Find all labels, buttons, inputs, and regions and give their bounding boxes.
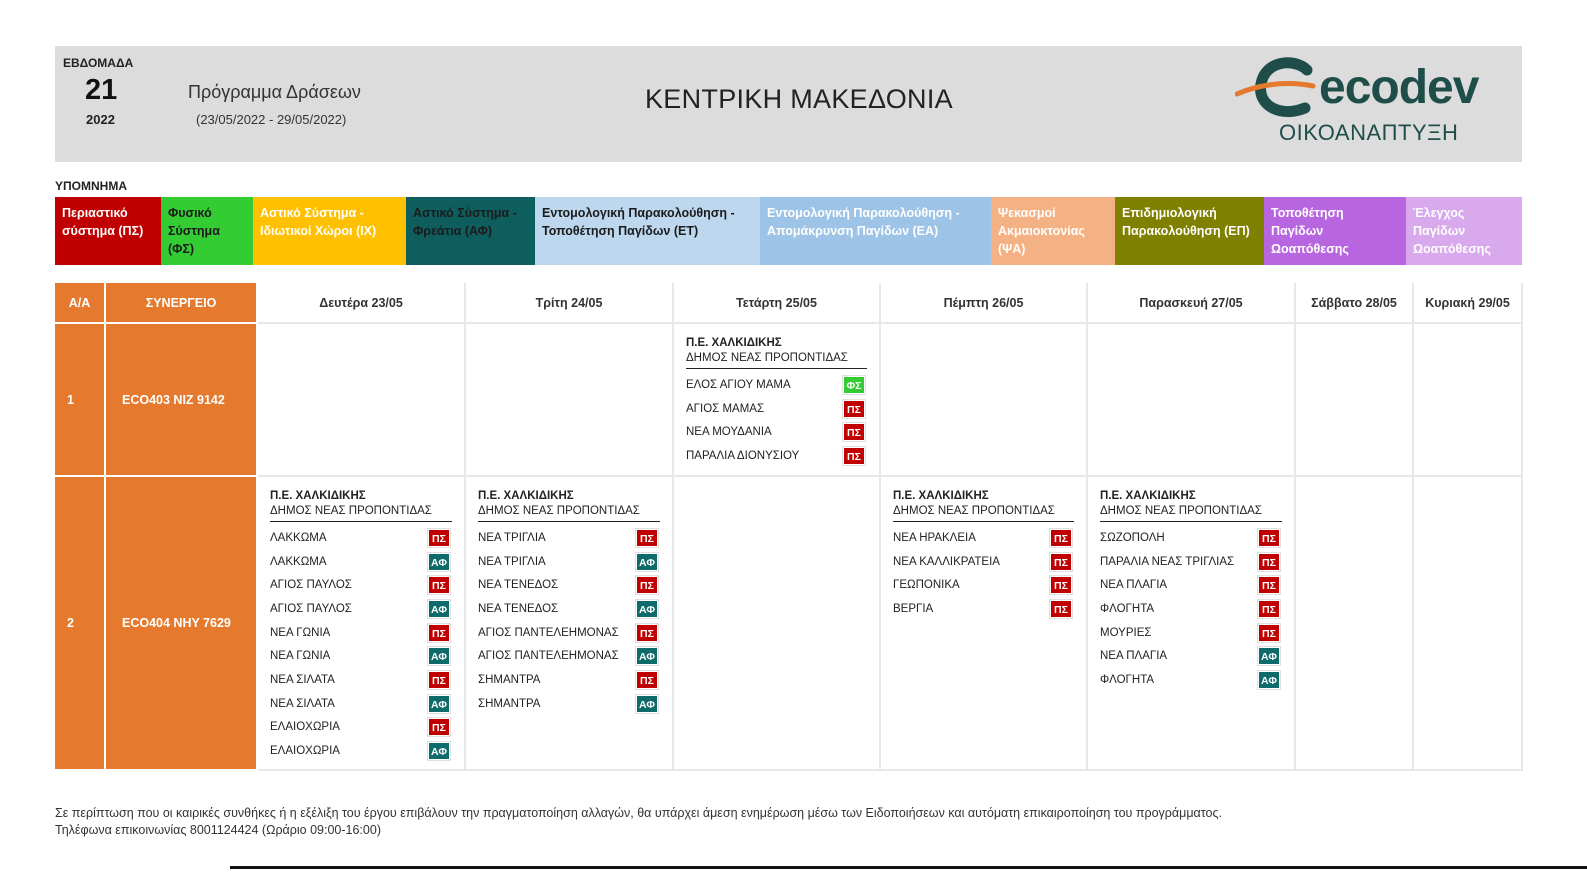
location-name: ΝΕΑ ΗΡΑΚΛΕΙΑ [893,531,976,544]
legend-item-ea: Εντομολογική Παρακολούθηση - Απομάκρυνση Παγίδων (ΕΑ) [760,197,991,265]
col-header-saturday: Σάββατο 28/05 [1295,283,1413,323]
location-name: ΝΕΑ ΣΙΛΑΤΑ [270,697,335,710]
day-cell-sunday [1413,476,1522,770]
location-row [1100,526,1282,550]
location-row [270,550,452,574]
location-row [478,644,660,668]
regional-unit: Π.Ε. ΧΑΛΚΙΔΙΚΗΣ [478,490,574,502]
system-tag-af: ΑΦ [428,742,450,760]
location-row [1100,621,1282,645]
system-tag-af: ΑΦ [428,695,450,713]
footer-phone: Τηλέφωνα επικοινωνίας 8001124424 (Ωράριο 09:00-16:00) [55,823,381,837]
system-tag-ps: ΠΣ [1258,529,1280,547]
system-tag-ps: ΠΣ [1258,553,1280,571]
location-name: ΦΛΟΓΗΤΑ [1100,602,1155,615]
location-name: ΣΗΜΑΝΤΡΑ [478,697,541,710]
legend-item-ep: Επιδημιολογική Παρακολούθηση (ΕΠ) [1115,197,1264,265]
system-tag-ps: ΠΣ [636,624,658,642]
location-name: ΝΕΑ ΓΩΝΙΑ [270,650,331,663]
location-name: ΒΕΡΓΙΑ [893,602,934,615]
day-cell-monday [257,476,465,770]
location-name: ΠΑΡΑΛΙΑ ΝΕΑΣ ΤΡΙΓΛΙΑΣ [1100,555,1235,568]
location-row [478,668,660,692]
system-tag-af: ΑΦ [1258,671,1280,689]
system-tag-ps: ΠΣ [636,671,658,689]
location-name: ΝΕΑ ΠΛΑΓΙΑ [1100,579,1168,592]
location-name: ΕΛΟΣ ΑΓΙΟΥ ΜΑΜΑ [686,378,791,391]
legend-item-psa: Ψεκασμοί Ακμαιοκτονίας (ΨΑ) [991,197,1115,265]
location-row [270,716,452,740]
system-tag-ps: ΠΣ [1050,600,1072,618]
location-name: ΠΑΡΑΛΙΑ ΔΙΟΝΥΣΙΟΥ [686,449,800,462]
col-header-team: ΣΥΝΕΡΓΕΙΟ [105,283,257,323]
location-name: ΣΗΜΑΝΤΡΑ [478,673,541,686]
col-header-thursday: Πέμπτη 26/05 [880,283,1087,323]
system-tag-ps: ΠΣ [1258,576,1280,594]
week-label: ΕΒΔΟΜΑΔΑ [63,56,134,70]
location-row [270,644,452,668]
system-tag-ps: ΠΣ [428,529,450,547]
location-name: ΜΟΥΡΙΕΣ [1100,626,1152,639]
location-name: ΛΑΚΚΩΜΑ [270,531,327,544]
location-row [686,397,867,421]
location-row [270,692,452,716]
municipality: ΔΗΜΟΣ ΝΕΑΣ ΠΡΟΠΟΝΤΙΔΑΣ [1100,504,1282,522]
location-row [270,621,452,645]
location-name: ΕΛΑΙΟΧΩΡΙΑ [270,745,340,758]
system-tag-ps: ΠΣ [1258,624,1280,642]
location-name: ΝΕΑ ΤΡΙΓΛΙΑ [478,555,546,568]
system-tag-ps: ΠΣ [843,400,865,418]
legend-item-af: Αστικό Σύστημα - Φρεάτια (ΑΦ) [406,197,535,265]
location-name: ΑΓΙΟΣ ΠΑΝΤΕΛΕΗΜΟΝΑΣ [478,650,619,663]
system-tag-fs: ΦΣ [843,376,865,394]
system-tag-ps: ΠΣ [843,423,865,441]
ecodev-logo [1235,56,1515,156]
day-cell-saturday [1295,476,1413,770]
system-tag-ps: ΠΣ [428,718,450,736]
location-row [478,621,660,645]
location-name: ΝΕΑ ΤΕΝΕΔΟΣ [478,602,559,615]
system-tag-ps: ΠΣ [636,576,658,594]
location-row [686,373,867,397]
assignment-block [674,324,879,468]
location-name: ΝΕΑ ΠΛΑΓΙΑ [1100,650,1168,663]
day-cell-thursday [880,476,1087,770]
system-tag-ps: ΠΣ [428,576,450,594]
legend [55,197,1522,265]
location-row [270,573,452,597]
municipality: ΔΗΜΟΣ ΝΕΑΣ ΠΡΟΠΟΝΤΙΔΑΣ [478,504,660,522]
assignment-block [881,477,1086,621]
legend-item-ix: Αστικό Σύστημα - Ιδιωτικοί Χώροι (ΙΧ) [253,197,406,265]
program-dates: (23/05/2022 - 29/05/2022) [196,112,347,127]
location-row [1100,597,1282,621]
system-tag-af: ΑΦ [1258,647,1280,665]
logo-wordmark: ecodev [1319,61,1479,114]
system-tag-ps: ΠΣ [636,529,658,547]
day-cell-sunday [1413,323,1522,476]
location-name: ΝΕΑ ΓΩΝΙΑ [270,626,331,639]
location-name: ΣΩΖΟΠΟΛΗ [1100,531,1165,544]
location-name: ΑΓΙΟΣ ΠΑΥΛΟΣ [270,579,352,592]
location-name: ΕΛΑΙΟΧΩΡΙΑ [270,721,340,734]
system-tag-af: ΑΦ [428,553,450,571]
regional-unit: Π.Ε. ΧΑΛΚΙΔΙΚΗΣ [893,490,989,502]
col-header-aa: Α/Α [55,283,105,323]
table-row [55,323,1522,476]
location-row [1100,573,1282,597]
location-name: ΛΑΚΚΩΜΑ [270,555,327,568]
legend-item-trap-check: Έλεγχος Παγίδων Ωοαπόθεσης [1406,197,1522,265]
system-tag-ps: ΠΣ [1050,529,1072,547]
col-header-friday: Παρασκευή 27/05 [1087,283,1295,323]
municipality: ΔΗΜΟΣ ΝΕΑΣ ΠΡΟΠΟΝΤΙΔΑΣ [893,504,1074,522]
col-header-wednesday: Τετάρτη 25/05 [673,283,880,323]
location-name: ΝΕΑ ΣΙΛΑΤΑ [270,673,335,686]
system-tag-ps: ΠΣ [428,671,450,689]
location-row [893,526,1074,550]
location-row [478,550,660,574]
location-name: ΑΓΙΟΣ ΠΑΝΤΕΛΕΗΜΟΝΑΣ [478,626,619,639]
col-header-tuesday: Τρίτη 24/05 [465,283,673,323]
system-tag-ps: ΠΣ [1258,600,1280,618]
system-tag-ps: ΠΣ [843,447,865,465]
row-number: 1 [55,323,105,476]
footer-note: Σε περίπτωση που οι καιρικές συνθήκες ή η εξέλιξη του έργου επιβάλουν την πραγματοποίηση αλλαγών, θα υπάρχει άμεση ενημέρωση μέσω των Ειδοποιήσεων και αυτόματη επικαιροποίηση του προγράμματος. [55,806,1222,820]
municipality: ΔΗΜΟΣ ΝΕΑΣ ΠΡΟΠΟΝΤΙΔΑΣ [270,504,452,522]
location-name: ΦΛΟΓΗΤΑ [1100,673,1155,686]
week-year: 2022 [86,112,115,127]
location-row [893,550,1074,574]
location-row [1100,668,1282,692]
location-row [893,573,1074,597]
day-cell-wednesday [673,323,880,476]
day-cell-tuesday [465,323,673,476]
day-cell-saturday [1295,323,1413,476]
location-row [1100,644,1282,668]
assignment-block [258,477,464,763]
assignment-block [466,477,672,716]
location-row [686,444,867,468]
legend-item-fs: Φυσικό Σύστημα (ΦΣ) [161,197,253,265]
row-number: 2 [55,476,105,770]
regional-unit: Π.Ε. ΧΑΛΚΙΔΙΚΗΣ [270,490,366,502]
system-tag-af: ΑΦ [428,647,450,665]
legend-item-et: Εντομολογική Παρακολούθηση - Τοποθέτηση Παγίδων (ΕΤ) [535,197,760,265]
location-row [270,739,452,763]
day-cell-friday [1087,323,1295,476]
location-row [478,597,660,621]
program-title: Πρόγραμμα Δράσεων [188,82,361,102]
schedule-table [55,283,1523,771]
system-tag-ps: ΠΣ [1050,553,1072,571]
location-name: ΑΓΙΟΣ ΜΑΜΑΣ [686,402,765,415]
location-name: ΝΕΑ ΤΡΙΓΛΙΑ [478,531,546,544]
system-tag-af: ΑΦ [636,600,658,618]
system-tag-af: ΑΦ [636,695,658,713]
region-title: ΚΕΝΤΡΙΚΗ ΜΑΚΕΔΟΝΙΑ [645,84,953,114]
system-tag-ps: ΠΣ [1050,576,1072,594]
day-cell-tuesday [465,476,673,770]
day-cell-thursday [880,323,1087,476]
system-tag-af: ΑΦ [636,553,658,571]
table-header-row [55,283,1522,323]
location-name: ΑΓΙΟΣ ΠΑΥΛΟΣ [270,602,352,615]
municipality: ΔΗΜΟΣ ΝΕΑΣ ΠΡΟΠΟΝΤΙΔΑΣ [686,351,867,369]
team-cell: ECO403 NIZ 9142 [105,323,257,476]
location-row [893,597,1074,621]
logo-subtitle: ΟΙΚΟΑΝΑΠΤΥΞΗ [1279,120,1459,145]
team-cell: ECO404 NHY 7629 [105,476,257,770]
location-name: ΓΕΩΠΟΝΙΚΑ [893,579,960,592]
day-cell-wednesday [673,476,880,770]
table-row [55,476,1522,770]
col-header-monday: Δευτέρα 23/05 [257,283,465,323]
assignment-block [1088,477,1294,692]
location-name: ΝΕΑ ΤΕΝΕΔΟΣ [478,579,559,592]
regional-unit: Π.Ε. ΧΑΛΚΙΔΙΚΗΣ [686,337,782,349]
system-tag-af: ΑΦ [636,647,658,665]
week-number: 21 [85,74,118,106]
legend-title: ΥΠΟΜΝΗΜΑ [55,179,127,193]
day-cell-friday [1087,476,1295,770]
legend-item-ps: Περιαστικό σύστημα (ΠΣ) [55,197,161,265]
location-row [478,526,660,550]
schedule-header [55,46,1522,162]
ecodev-logo-mark-icon [1235,56,1331,126]
location-row [478,573,660,597]
col-header-sunday: Κυριακή 29/05 [1413,283,1522,323]
location-row [270,597,452,621]
day-cell-monday [257,323,465,476]
location-row [686,420,867,444]
bottom-divider [230,866,1587,869]
system-tag-ps: ΠΣ [428,624,450,642]
regional-unit: Π.Ε. ΧΑΛΚΙΔΙΚΗΣ [1100,490,1196,502]
system-tag-af: ΑΦ [428,600,450,618]
location-row [270,668,452,692]
location-row [478,692,660,716]
location-name: ΝΕΑ ΜΟΥΔΑΝΙΑ [686,426,772,439]
location-row [270,526,452,550]
location-name: ΝΕΑ ΚΑΛΛΙΚΡΑΤΕΙΑ [893,555,1000,568]
legend-item-trap-placement: Τοποθέτηση Παγίδων Ωοαπόθεσης [1264,197,1406,265]
location-row [1100,550,1282,574]
